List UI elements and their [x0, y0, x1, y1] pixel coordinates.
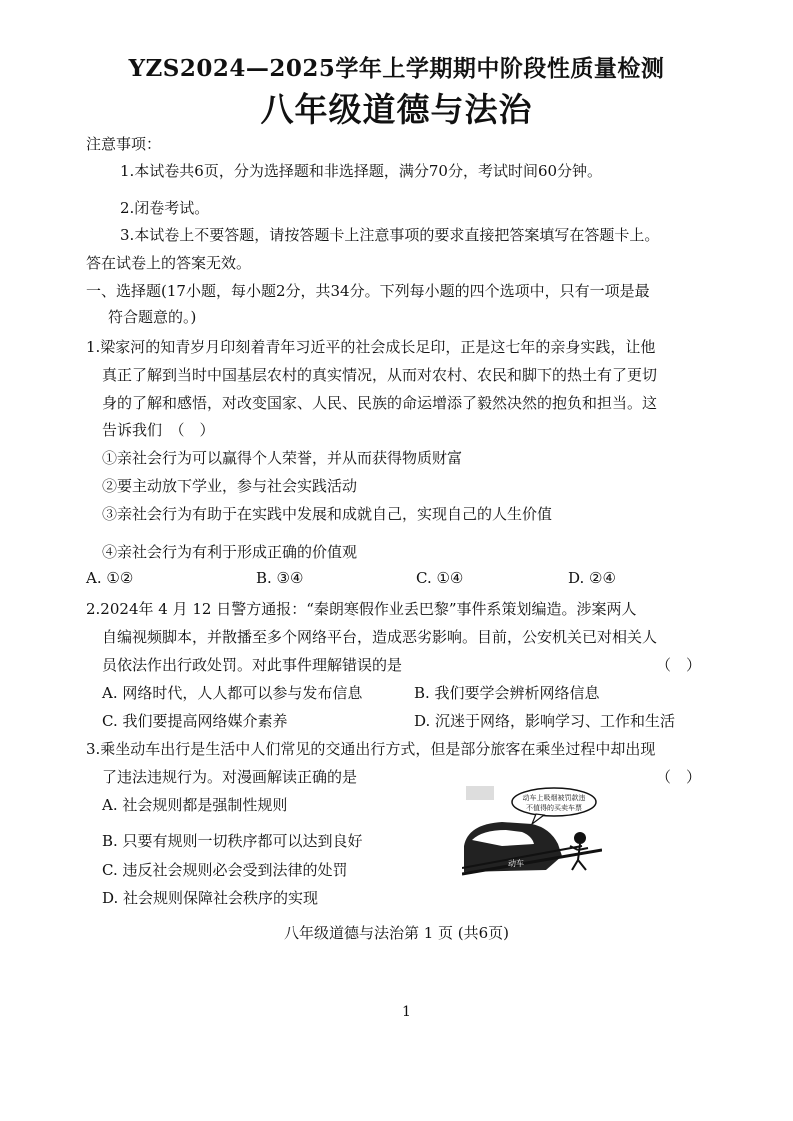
q3-option-d: D. 社会规则保障社会秩序的实现: [102, 889, 319, 907]
q3-answer-paren: （ ）: [656, 768, 702, 786]
q1-statement-4: ④亲社会行为有利于形成正确的价值观: [102, 543, 358, 561]
q3-option-a: A. 社会规则都是强制性规则: [102, 796, 288, 814]
q2-option-b: B. 我们要学会辨析网络信息: [414, 684, 600, 702]
notice-item-3-cont: 答在试卷上的答案无效。: [86, 254, 252, 272]
notice-title: 注意事项：: [86, 135, 162, 153]
q2-option-c: C. 我们要提高网络媒介素养: [102, 712, 288, 730]
q1-statement-2: ②要主动放下学业，参与社会实践活动: [102, 477, 358, 495]
notice-item-1: 1.本试卷共6页，分为选择题和非选择题，满分70分，考试时间60分钟。: [120, 162, 603, 180]
q1-stem-line-2: 真正了解到当时中国基层农村的真实情况，从而对农村、农民和脚下的热土有了更切: [102, 366, 658, 384]
q1-statement-1: ①亲社会行为可以赢得个人荣誉，并从而获得物质财富: [102, 449, 463, 467]
smudge-mark: [466, 786, 494, 800]
train-label: 动车: [508, 859, 524, 868]
train-cartoon-illustration: [462, 784, 602, 876]
bubble-text-1: 动车上吸烟被罚款违: [522, 794, 586, 802]
figure-head: [574, 832, 586, 844]
page-number: 1: [402, 1004, 411, 1020]
subject-title: 八年级道德与法治: [260, 90, 533, 129]
notice-item-3: 3.本试卷上不要答题，请按答题卡上注意事项的要求直接把答案填写在答题卡上。: [120, 226, 660, 244]
q2-option-d: D. 沉迷于网络，影响学习、工作和生活: [414, 712, 676, 730]
q2-option-a: A. 网络时代，人人都可以参与发布信息: [102, 684, 363, 702]
q3-stem-line-2: 了违法违规行为。对漫画解读正确的是: [102, 768, 358, 786]
page-footer: 八年级道德与法治第 1 页 (共6页): [283, 924, 510, 942]
speech-bubble-tail: [532, 814, 544, 824]
notice-item-2: 2.闭卷考试。: [120, 199, 210, 217]
q3-option-b: B. 只要有规则一切秩序都可以达到良好: [102, 832, 363, 850]
bubble-text-2: 不值得的买卖车票: [526, 804, 582, 812]
q1-option-c: C. ①④: [416, 569, 464, 587]
running-figure: [570, 844, 588, 870]
q1-statement-3: ③亲社会行为有助于在实践中发展和成就自己，实现自己的人生价值: [102, 505, 553, 523]
q2-stem-line-3: 员依法作出行政处罚。对此事件理解错误的是: [102, 656, 403, 674]
q3-stem-line-1: 3.乘坐动车出行是生活中人们常见的交通出行方式，但是部分旅客在乘坐过程中却出现: [86, 740, 656, 758]
q1-option-d: D. ②④: [568, 569, 616, 587]
section-heading-cont: 符合题意的。): [108, 308, 197, 326]
q1-option-a: A. ①②: [86, 569, 134, 587]
q1-stem-line-1: 1.梁家河的知青岁月印刻着青年习近平的社会成长足印，正是这七年的亲身实践，让他: [86, 338, 656, 356]
exam-title: YZS2024—2025学年上学期期中阶段性质量检测: [128, 55, 665, 82]
q1-stem-line-3: 身的了解和感悟，对改变国家、人民、民族的命运增添了毅然决然的抱负和担当。这: [102, 394, 658, 412]
section-heading: 一、选择题(17小题，每小题2分，共34分。下列每小题的四个选项中，只有一项是最: [86, 282, 650, 300]
q2-answer-paren: （ ）: [656, 656, 702, 674]
q1-stem-line-4: 告诉我们 （ ）: [102, 421, 215, 439]
q2-stem-line-2: 自编视频脚本，并散播至多个网络平台，造成恶劣影响。目前，公安机关已对相关人: [102, 628, 658, 646]
q3-option-c: C. 违反社会规则必会受到法律的处罚: [102, 861, 348, 879]
q1-option-b: B. ③④: [256, 569, 304, 587]
q2-stem-line-1: 2.2024年 4 月 12 日警方通报：“秦朗寒假作业丢巴黎”事件系策划编造。涉案两人: [86, 600, 637, 618]
